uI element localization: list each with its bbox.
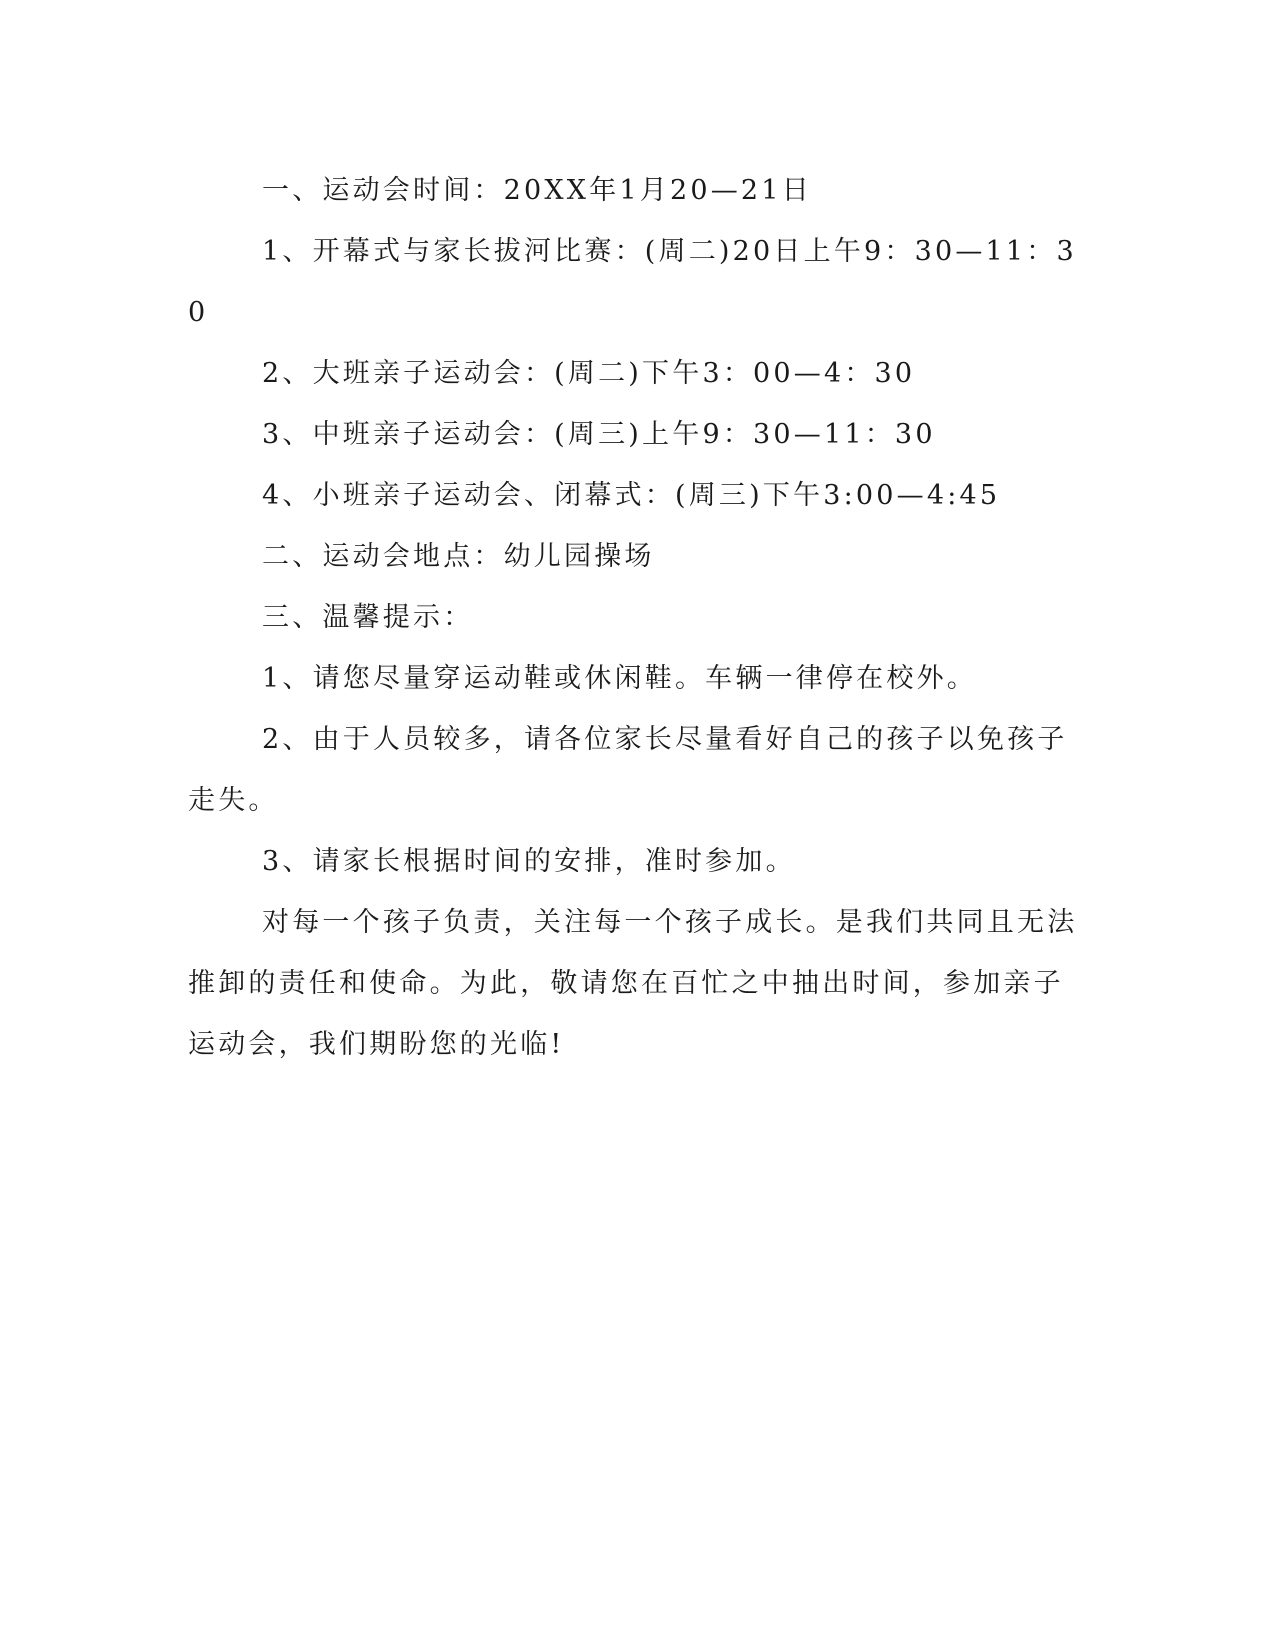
tip-item-shoes: 1、请您尽量穿运动鞋或休闲鞋。车辆一律停在校外。 [262, 663, 977, 694]
schedule-item-middle-class: 3、中班亲子运动会：(周三)上午9：30—11：30 [262, 419, 936, 450]
section-tips-heading: 三、温馨提示： [262, 602, 474, 633]
tip-item-children: 2、由于人员较多，请各位家长尽量看好自己的孩子以免孩子走失。 [188, 724, 1068, 816]
schedule-item-senior-class: 2、大班亲子运动会：(周二)下午3：00—4：30 [262, 358, 916, 389]
section-location-heading: 二、运动会地点：幼儿园操场 [262, 541, 655, 572]
closing-paragraph: 对每一个孩子负责，关注每一个孩子成长。是我们共同且无法推卸的责任和使命。为此，敬请您在百忙之中抽出时间，参加亲子运动会，我们期盼您的光临! [188, 907, 1078, 1060]
schedule-item-junior-class: 4、小班亲子运动会、闭幕式：(周三)下午3:00—4:45 [262, 480, 1001, 511]
schedule-item-opening: 1、开幕式与家长拔河比赛：(周二)20日上午9：30—11：30 [188, 236, 1077, 328]
section-time-heading: 一、运动会时间：20XX年1月20—21日 [262, 175, 812, 206]
tip-item-punctuality: 3、请家长根据时间的安排，准时参加。 [262, 846, 796, 877]
document-body [188, 160, 1078, 1075]
